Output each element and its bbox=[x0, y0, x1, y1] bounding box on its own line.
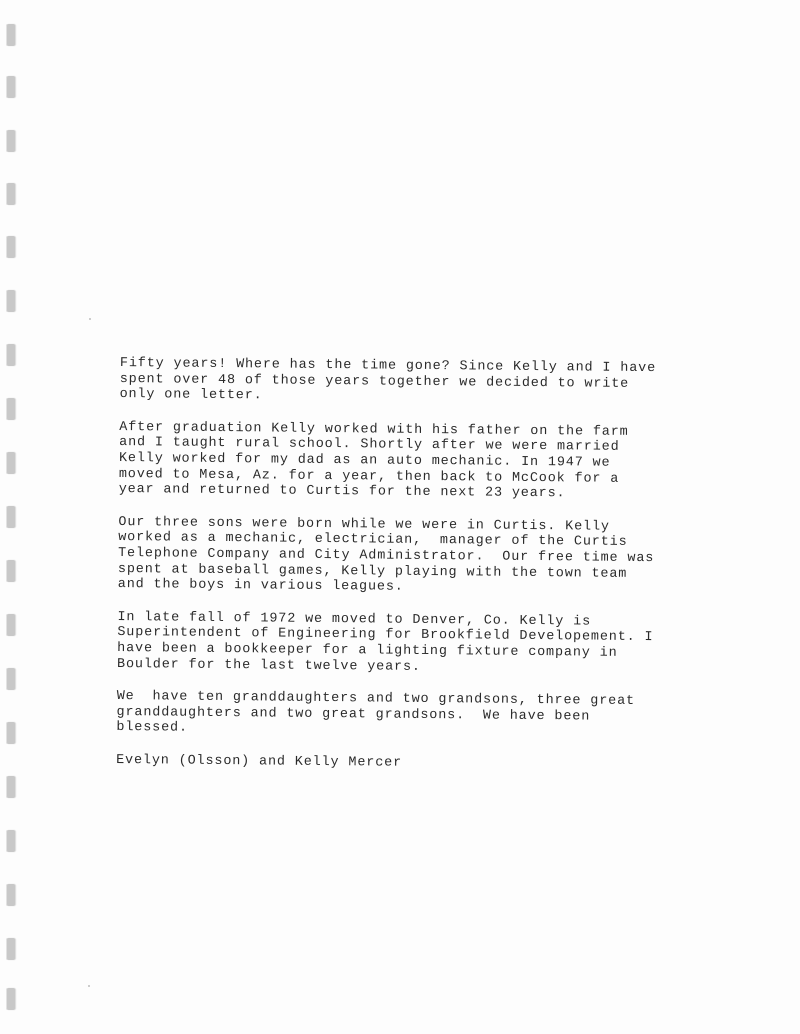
binder-hole bbox=[6, 236, 15, 258]
text-line: Kelly worked for my dad as an auto mechanic. In 1947 we bbox=[118, 450, 611, 471]
scan-speck bbox=[89, 318, 91, 320]
text-line: Superintendent of Engineering for Brookfield Developement. I bbox=[117, 625, 654, 646]
letter-paragraph-2 bbox=[119, 420, 720, 504]
text-line: We have ten granddaughters and two grandsons, three great bbox=[116, 689, 636, 710]
binder-hole bbox=[6, 398, 15, 420]
text-line: worked as a mechanic, electrician, manager of the Curtis bbox=[118, 530, 628, 551]
text-line: granddaughters and two great grandsons. We have been bbox=[116, 704, 591, 725]
text-line: year and returned to Curtis for the next 23 years. bbox=[118, 482, 566, 502]
letter-signature bbox=[116, 753, 716, 774]
text-line: Fifty years! Where has the time gone? Since Kelly and I have bbox=[119, 356, 657, 377]
text-line: and I taught rural school. Shortly after we were married bbox=[119, 435, 620, 456]
text-line: moved to Mesa, Az. for a year, then back to McCook for a bbox=[118, 466, 620, 487]
signature-line: Evelyn (Olsson) and Kelly Mercer bbox=[116, 752, 403, 771]
letter-body bbox=[116, 356, 720, 774]
scan-speck bbox=[88, 985, 90, 987]
binder-hole bbox=[6, 506, 15, 528]
binder-hole bbox=[6, 344, 15, 366]
binder-hole bbox=[6, 776, 15, 798]
letter-paragraph-1 bbox=[120, 356, 720, 409]
text-line: only one letter. bbox=[119, 387, 263, 404]
binder-hole bbox=[6, 722, 15, 744]
binder-hole bbox=[6, 290, 15, 312]
binder-hole bbox=[6, 183, 15, 205]
binder-hole bbox=[6, 988, 15, 1010]
binder-hole bbox=[6, 614, 15, 636]
binder-hole bbox=[6, 452, 15, 474]
text-line: Our three sons were born while we were in Curtis. Kelly bbox=[118, 514, 610, 535]
text-line: spent at baseball games, Kelly playing with the town team bbox=[117, 561, 628, 582]
text-line: Boulder for the last twelve years. bbox=[116, 656, 421, 675]
text-line: have been a bookkeeper for a lighting fixture company in bbox=[117, 640, 618, 661]
letter-paragraph-3 bbox=[118, 515, 719, 599]
text-line: Telephone Company and City Administrator. Our free time was bbox=[118, 545, 655, 567]
binder-hole bbox=[6, 130, 15, 152]
text-line: blessed. bbox=[116, 720, 188, 736]
text-line: In late fall of 1972 we moved to Denver, Co. Kelly is bbox=[117, 609, 592, 630]
binder-hole bbox=[6, 938, 15, 960]
text-line: spent over 48 of those years together we decided to write bbox=[119, 371, 630, 392]
binder-hole bbox=[6, 830, 15, 852]
letter-paragraph-5 bbox=[116, 689, 716, 742]
text-line: and the boys in various leagues. bbox=[117, 577, 404, 595]
letter-paragraph-4 bbox=[117, 610, 718, 678]
binder-hole bbox=[6, 76, 15, 98]
binder-hole bbox=[6, 884, 15, 906]
binder-holes bbox=[6, 20, 18, 1020]
binder-hole bbox=[6, 24, 15, 46]
binder-hole bbox=[6, 560, 15, 582]
text-line: After graduation Kelly worked with his father on the farm bbox=[119, 419, 629, 440]
binder-hole bbox=[6, 668, 15, 690]
